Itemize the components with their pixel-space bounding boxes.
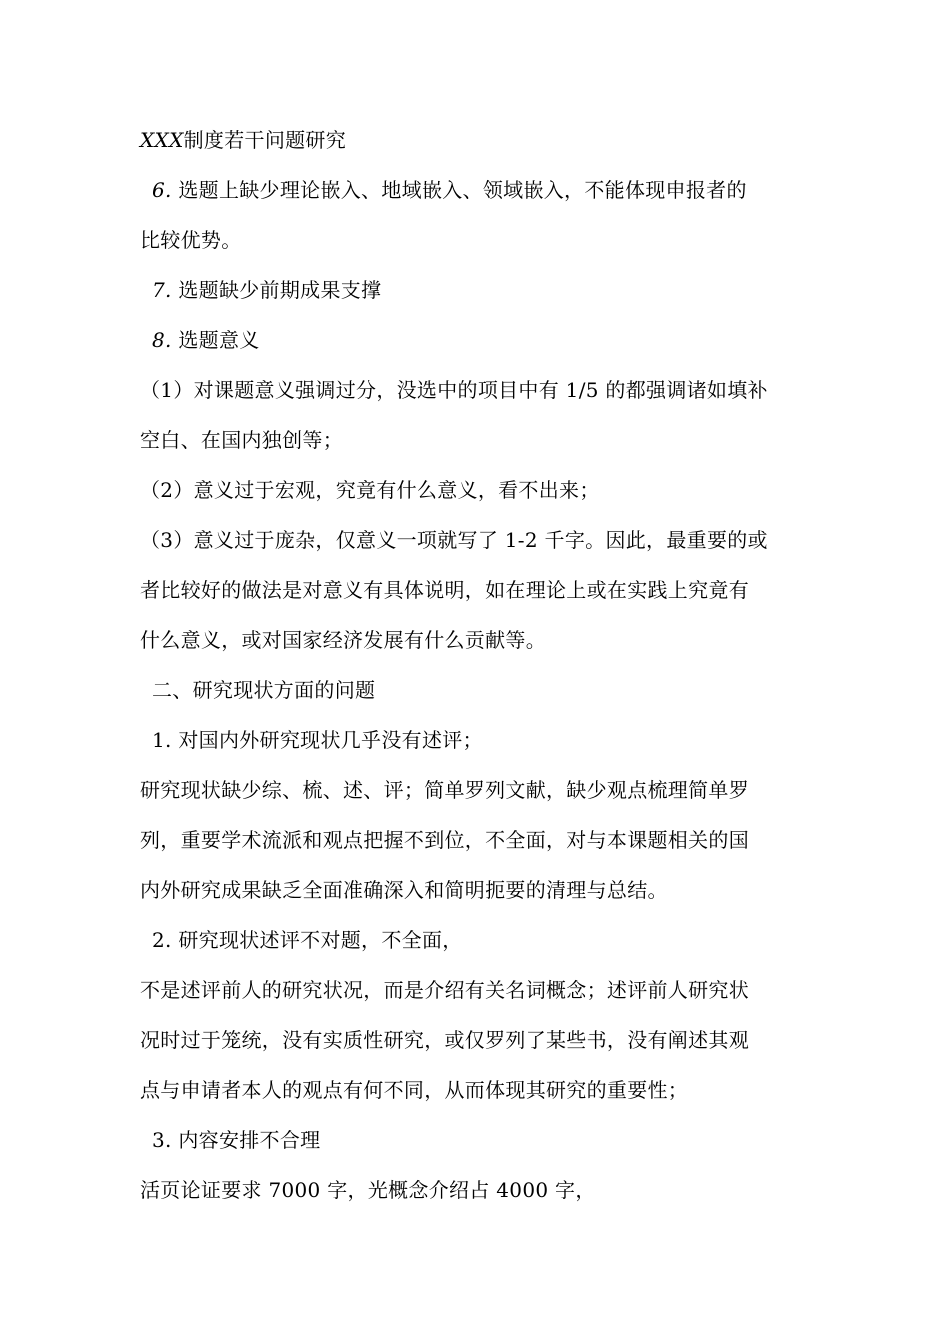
text-line <box>140 428 830 452</box>
line-text: 空白、在国内独创等； <box>140 428 343 452</box>
text-line <box>140 1178 830 1202</box>
text-line <box>140 478 830 502</box>
text-line <box>140 378 830 402</box>
text-line <box>140 778 830 802</box>
list-item-6 <box>152 178 842 202</box>
list-item-7 <box>152 278 842 302</box>
line-text: 点与申请者本人的观点有何不同，从而体现其研究的重要性； <box>140 1078 689 1102</box>
line-text: 内外研究成果缺乏全面准确深入和简明扼要的清理与总结。 <box>140 878 668 902</box>
line-text: 列，重要学术流派和观点把握不到位，不全面，对与本课题相关的国 <box>140 828 749 852</box>
line-text: 2. 研究现状述评不对题，不全面， <box>152 928 463 952</box>
line-text: （2）意义过于宏观，究竟有什么意义，看不出来； <box>140 478 600 502</box>
text-line <box>140 528 830 552</box>
line-text: 3. 内容安排不合理 <box>152 1128 321 1152</box>
text-line <box>140 1028 830 1052</box>
list-item-8 <box>152 328 842 352</box>
line-text: 1. 对国内外研究现状几乎没有述评； <box>152 728 483 752</box>
line-text: 活页论证要求 7000 字，光概念介绍占 4000 字， <box>140 1178 596 1202</box>
line-text: 者比较好的做法是对意义有具体说明，如在理论上或在实践上究竟有 <box>140 578 749 602</box>
text-line <box>140 628 830 652</box>
line-text: （1）对课题意义强调过分，没选中的项目中有 1/5 的都强调诸如填补 <box>140 378 768 402</box>
line-text: 选题缺少前期成果支撑 <box>171 278 382 302</box>
line-text: 比较优势。 <box>140 228 242 252</box>
list-item-2 <box>152 928 842 952</box>
text-line <box>140 878 830 902</box>
text-line <box>140 978 830 1002</box>
list-item-3 <box>152 1128 842 1152</box>
line-text: 况时过于笼统，没有实质性研究，或仅罗列了某些书，没有阐述其观 <box>140 1028 749 1052</box>
line-text: 研究现状缺少综、梳、述、评；简单罗列文献，缺少观点梳理简单罗 <box>140 778 749 802</box>
text-line <box>140 128 830 152</box>
text-line <box>140 228 830 252</box>
line-text: 二、研究现状方面的问题 <box>152 678 376 702</box>
line-text: 制度若干问题研究 <box>183 128 347 152</box>
line-text: 选题上缺少理论嵌入、地域嵌入、领域嵌入，不能体现申报者的 <box>171 178 747 202</box>
line-text: 不是述评前人的研究状况，而是介绍有关名词概念；述评前人研究状 <box>140 978 749 1002</box>
text-line <box>140 1078 830 1102</box>
list-number: 8. <box>152 328 172 352</box>
line-text: 选题意义 <box>171 328 260 352</box>
line-text: 什么意义，或对国家经济发展有什么贡献等。 <box>140 628 546 652</box>
text-line <box>140 578 830 602</box>
list-item-1 <box>152 728 842 752</box>
text-line <box>140 828 830 852</box>
line-text: （3）意义过于庞杂，仅意义一项就写了 1-2 千字。因此，最重要的或 <box>140 528 768 552</box>
section-heading <box>152 678 842 702</box>
list-number: 6. <box>152 178 172 202</box>
line-prefix: XXX <box>140 128 184 152</box>
list-number: 7. <box>152 278 172 302</box>
